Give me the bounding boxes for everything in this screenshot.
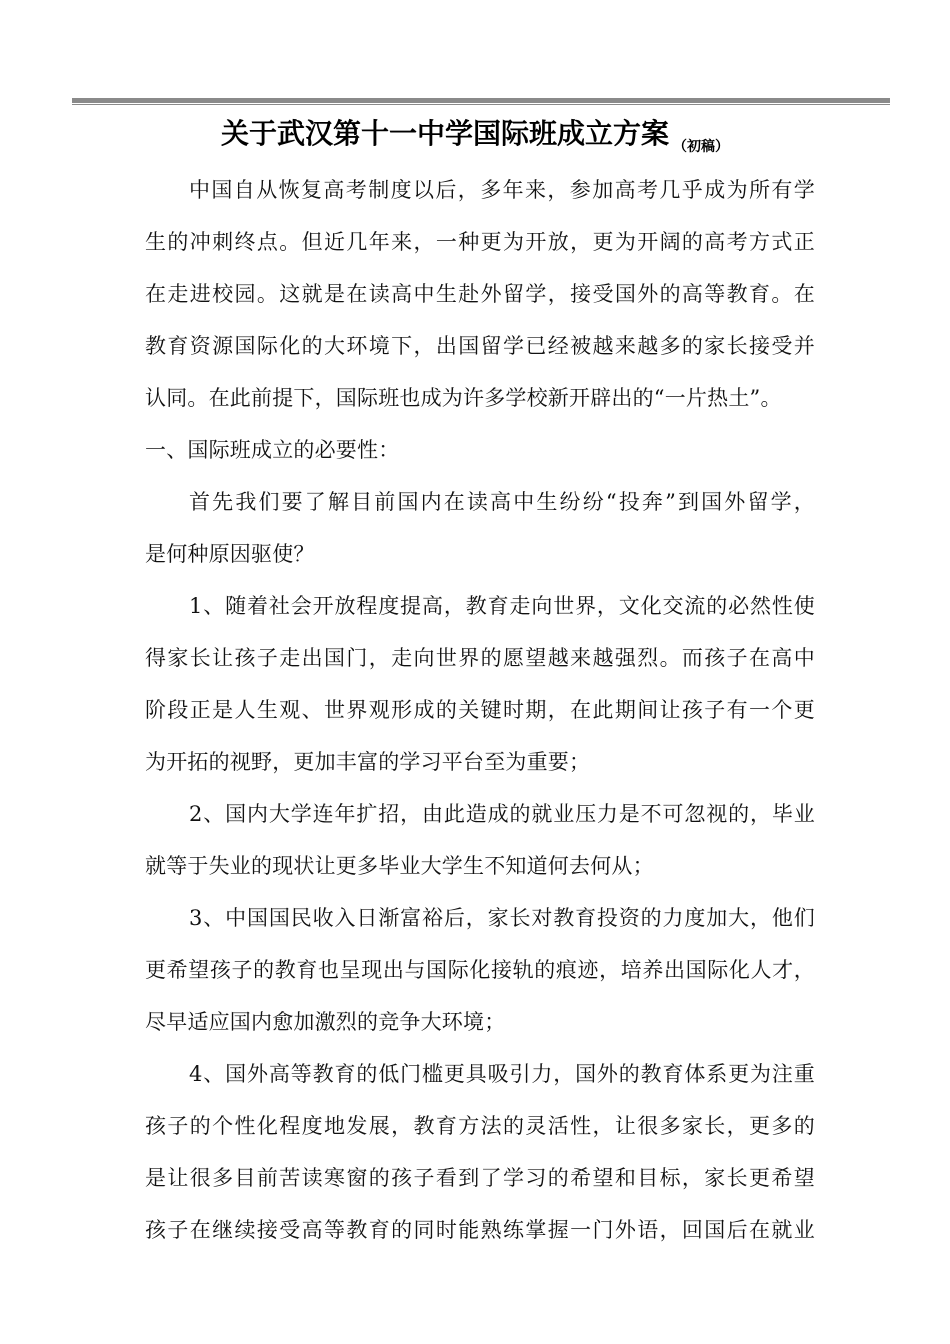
text-line: 首先我们要了解目前国内在读高中生纷纷“投奔”到国外留学， [189, 490, 815, 514]
text-line: 中国自从恢复高考制度以后，多年来，参加高考几乎成为所有学 [189, 178, 815, 202]
document-body [145, 164, 815, 1256]
document-title: 关于武汉第十一中学国际班成立方案 [220, 117, 669, 150]
text-line: 阶段正是人生观、世界观形成的关键时期，在此期间让孩子有一个更 [145, 698, 815, 722]
header-rule [72, 98, 890, 105]
text-line: 孩子的个性化程度地发展，教育方法的灵活性，让很多家长，更多的 [145, 1114, 815, 1138]
text-line: 1、随着社会开放程度提高，教育走向世界，文化交流的必然性使 [189, 594, 815, 618]
text-line: 在走进校园。这就是在读高中生赴外留学，接受国外的高等教育。在 [145, 282, 815, 306]
title-block [0, 112, 950, 155]
document-title-suffix: （初稿） [673, 139, 729, 155]
text-line: 认同。在此前提下，国际班也成为许多学校新开辟出的“一片热土”。 [145, 386, 782, 410]
text-line: 更希望孩子的教育也呈现出与国际化接轨的痕迹，培养出国际化人才， [145, 958, 815, 982]
text-line: 为开拓的视野，更加丰富的学习平台至为重要； [145, 750, 591, 774]
text-line: 一、国际班成立的必要性： [145, 438, 400, 462]
text-line: 孩子在继续接受高等教育的同时能熟练掌握一门外语，回国后在就业 [145, 1218, 815, 1242]
text-line: 尽早适应国内愈加激烈的竞争大环境； [145, 1010, 506, 1034]
text-line: 生的冲刺终点。但近几年来，一种更为开放，更为开阔的高考方式正 [145, 230, 815, 254]
text-line: 教育资源国际化的大环境下，出国留学已经被越来越多的家长接受并 [145, 334, 815, 358]
text-line: 4、国外高等教育的低门槛更具吸引力，国外的教育体系更为注重 [189, 1062, 815, 1086]
text-line: 就等于失业的现状让更多毕业大学生不知道何去何从； [145, 854, 654, 878]
text-line: 得家长让孩子走出国门，走向世界的愿望越来越强烈。而孩子在高中 [145, 646, 815, 670]
text-line: 3、中国国民收入日渐富裕后，家长对教育投资的力度加大，他们 [189, 906, 815, 930]
text-line: 2、国内大学连年扩招，由此造成的就业压力是不可忽视的，毕业 [189, 802, 815, 826]
text-line: 是让很多目前苦读寒窗的孩子看到了学习的希望和目标，家长更希望 [145, 1166, 815, 1190]
text-line: 是何种原因驱使？ [145, 542, 315, 566]
